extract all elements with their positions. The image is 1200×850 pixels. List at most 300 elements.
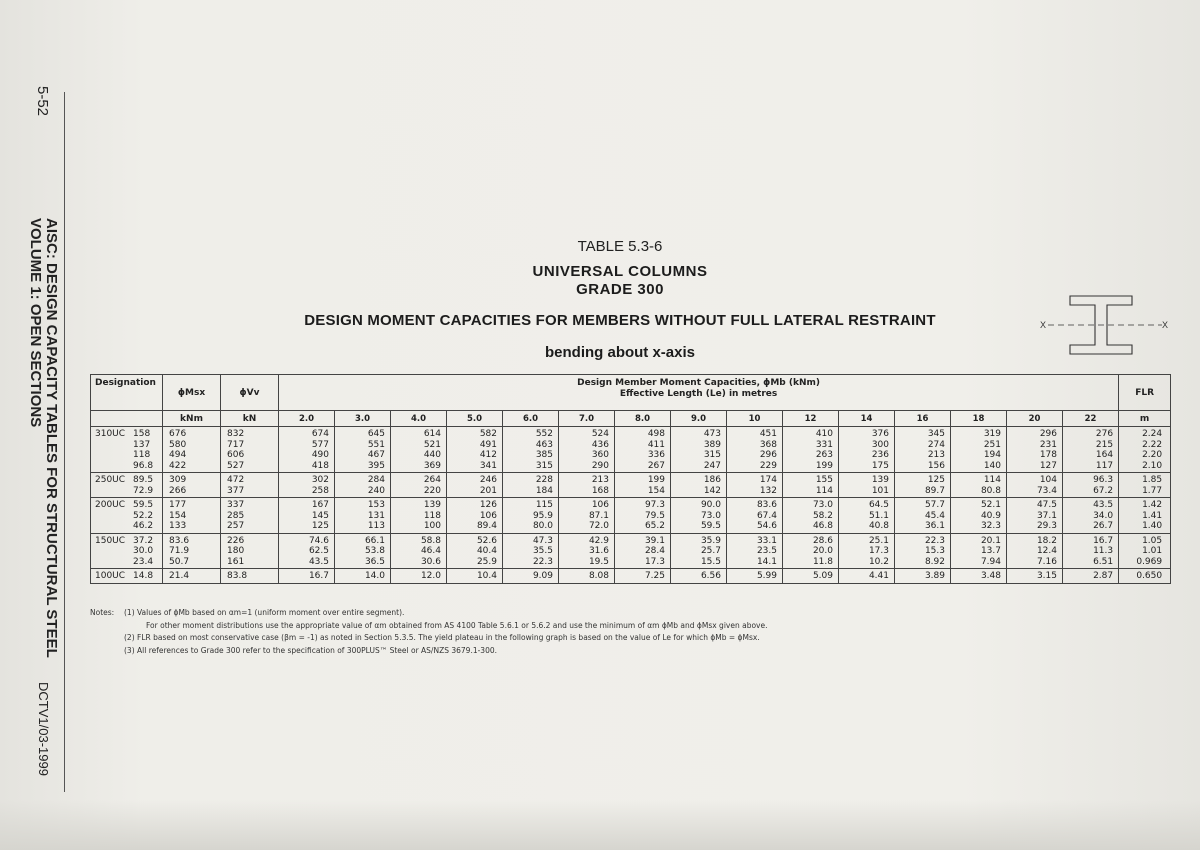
moment-capacity-9.0-value: 73.0 — [700, 510, 721, 521]
moment-capacity-16-value: 45.4 — [924, 510, 945, 521]
moment-capacity-12-cell — [783, 473, 839, 498]
moment-capacity-14-value: 64.5 — [868, 500, 889, 510]
moment-capacity-10-value: 23.5 — [756, 546, 777, 556]
moment-capacity-22-value: 26.7 — [1093, 521, 1114, 531]
moment-capacity-16-value: 22.3 — [924, 535, 945, 546]
moment-capacity-14-value: 25.1 — [868, 535, 889, 546]
moment-capacity-10-value: 14.1 — [756, 556, 777, 567]
phi-msx-cell — [163, 473, 221, 498]
moment-capacity-10-cell — [727, 569, 783, 584]
flr-value: 0.650 — [1136, 571, 1163, 581]
section-mass: 137 — [133, 439, 151, 450]
moment-capacity-16-cell — [895, 473, 951, 498]
moment-capacity-6.0-value: 184 — [535, 485, 553, 496]
moment-capacity-20-value: 29.3 — [1036, 521, 1057, 531]
moment-capacity-7.0-value: 106 — [591, 500, 609, 510]
flr-value: 2.20 — [1142, 450, 1163, 460]
moment-capacity-14-value: 10.2 — [868, 556, 889, 567]
moment-capacity-7.0-value: 31.6 — [588, 546, 609, 556]
moment-capacity-14-value: 175 — [871, 460, 889, 471]
moment-capacity-2.0-cell — [279, 498, 335, 534]
moment-capacity-18-cell — [951, 427, 1007, 473]
table-subtitle-universal-columns: UNIVERSAL COLUMNS — [532, 263, 708, 280]
unit-vv: kN — [221, 411, 279, 427]
moment-capacity-3.0-value: 551 — [367, 439, 385, 450]
moment-capacity-8.0-value: 7.25 — [644, 571, 665, 581]
moment-capacity-20-value: 104 — [1039, 475, 1057, 485]
phi-vv-value: 832 — [227, 429, 245, 439]
moment-capacity-22-value: 215 — [1095, 439, 1114, 450]
moment-capacity-22-cell — [1063, 498, 1119, 534]
moment-capacity-18-value: 32.3 — [980, 521, 1001, 531]
section-group-150uc — [91, 533, 1171, 569]
moment-capacity-20-value: 296 — [1039, 429, 1057, 439]
moment-capacity-3.0-value: 240 — [367, 485, 385, 496]
moment-capacity-8.0-value: 498 — [647, 429, 665, 439]
margin-rule — [64, 92, 65, 792]
moment-capacity-7.0-cell — [559, 569, 615, 584]
moment-capacity-5.0-cell — [447, 498, 503, 534]
moment-capacity-16-value: 89.7 — [924, 485, 945, 496]
moment-capacity-18-cell — [951, 498, 1007, 534]
moment-capacity-8.0-value: 28.4 — [644, 546, 665, 556]
moment-capacity-20-value: 127 — [1039, 460, 1057, 471]
moment-capacity-20-value: 18.2 — [1036, 535, 1057, 546]
moment-capacity-5.0-value: 491 — [479, 439, 497, 450]
phi-vv-value: 377 — [227, 485, 245, 496]
header-length-10: 10 — [727, 411, 783, 427]
moment-capacity-6.0-value: 228 — [535, 475, 553, 485]
moment-capacity-10-value: 296 — [759, 450, 777, 460]
header-moment-capacities — [279, 375, 1119, 411]
moment-capacity-22-value: 67.2 — [1093, 485, 1114, 496]
moment-capacity-22-value: 11.3 — [1093, 546, 1114, 556]
page-number: 5-52 — [34, 86, 51, 117]
moment-capacity-14-value: 376 — [871, 429, 889, 439]
moment-capacity-4.0-value: 118 — [423, 510, 441, 521]
moment-capacity-12-cell — [783, 498, 839, 534]
moment-capacity-20-cell — [1007, 533, 1063, 569]
document-code: DCTV1/03-1999 — [36, 682, 51, 776]
flr-value: 2.22 — [1142, 439, 1163, 450]
section-mass: 30.0 — [133, 546, 154, 556]
moment-capacity-14-value: 300 — [871, 439, 889, 450]
moment-capacity-14-cell — [839, 427, 895, 473]
header-phi-msx: ϕMsx — [163, 375, 221, 411]
moment-capacity-12-value: 410 — [815, 429, 833, 439]
phi-vv-value: 161 — [227, 556, 245, 567]
moment-capacity-4.0-cell — [391, 473, 447, 498]
section-mass: 158 — [133, 429, 151, 439]
moment-capacity-2.0-value: 62.5 — [308, 546, 329, 556]
moment-capacity-4.0-value: 614 — [423, 429, 441, 439]
note-1: (1) Values of ϕMb based on αm=1 (uniform moment over entire segment). — [124, 608, 405, 617]
moment-capacity-20-value: 3.15 — [1036, 571, 1057, 581]
moment-capacity-10-value: 67.4 — [756, 510, 777, 521]
header-length-3.0: 3.0 — [335, 411, 391, 427]
moment-capacity-5.0-value: 412 — [479, 450, 497, 460]
moment-capacity-18-value: 114 — [983, 475, 1001, 485]
phi-msx-cell — [163, 427, 221, 473]
phi-vv-value: 83.8 — [227, 571, 248, 581]
moment-capacity-12-value: 331 — [815, 439, 833, 450]
section-mass: 52.2 — [133, 510, 154, 521]
moment-capacity-12-value: 199 — [815, 460, 833, 471]
moment-capacity-22-value: 276 — [1095, 429, 1114, 439]
moment-capacity-8.0-cell — [615, 533, 671, 569]
moment-capacity-7.0-value: 524 — [591, 429, 609, 439]
moment-capacity-3.0-cell — [335, 569, 391, 584]
moment-capacity-5.0-value: 126 — [479, 500, 497, 510]
designation-line — [95, 557, 162, 568]
moment-capacity-18-value: 251 — [983, 439, 1001, 450]
phi-vv-cell — [221, 533, 279, 569]
phi-msx-value: 83.6 — [169, 535, 190, 546]
moment-capacity-10-value: 229 — [759, 460, 777, 471]
moment-capacity-2.0-value: 74.6 — [308, 535, 329, 546]
moment-capacity-4.0-value: 58.8 — [420, 535, 441, 546]
moment-capacity-2.0-value: 674 — [311, 429, 329, 439]
moment-capacity-8.0-value: 336 — [647, 450, 665, 460]
moment-capacity-9.0-value: 315 — [703, 450, 721, 460]
moment-capacity-3.0-value: 467 — [367, 450, 385, 460]
moment-capacity-2.0-value: 418 — [311, 460, 329, 471]
moment-capacity-14-cell — [839, 533, 895, 569]
moment-capacity-20-value: 12.4 — [1036, 546, 1057, 556]
header-length-16: 16 — [895, 411, 951, 427]
moment-capacity-5.0-value: 582 — [479, 429, 497, 439]
moment-capacity-9.0-cell — [671, 569, 727, 584]
moment-capacity-9.0-value: 25.7 — [700, 546, 721, 556]
moment-capacity-14-value: 236 — [871, 450, 889, 460]
moment-capacity-3.0-value: 66.1 — [364, 535, 385, 546]
phi-msx-value: 309 — [169, 475, 187, 485]
moment-capacity-18-value: 13.7 — [980, 546, 1001, 556]
moment-capacity-4.0-value: 220 — [423, 485, 441, 496]
moment-capacity-22-value: 2.87 — [1093, 571, 1114, 581]
moment-capacity-18-value: 319 — [983, 429, 1001, 439]
moment-capacity-2.0-cell — [279, 533, 335, 569]
moment-capacity-3.0-value: 36.5 — [364, 556, 385, 567]
moment-capacity-7.0-cell — [559, 473, 615, 498]
moment-capacity-20-value: 7.16 — [1036, 556, 1057, 567]
phi-vv-value: 337 — [227, 500, 245, 510]
moment-capacity-14-value: 101 — [871, 485, 889, 496]
moment-capacity-16-value: 274 — [927, 439, 945, 450]
moment-capacity-8.0-value: 79.5 — [644, 510, 665, 521]
moment-capacity-3.0-value: 131 — [367, 510, 385, 521]
moment-capacity-7.0-value: 87.1 — [588, 510, 609, 521]
moment-capacity-12-value: 155 — [815, 475, 833, 485]
moment-capacity-10-value: 33.1 — [756, 535, 777, 546]
designation-line — [95, 521, 162, 532]
moment-capacity-8.0-value: 39.1 — [644, 535, 665, 546]
flr-value: 1.42 — [1142, 500, 1163, 510]
moment-capacity-6.0-value: 95.9 — [532, 510, 553, 521]
moment-capacity-8.0-cell — [615, 427, 671, 473]
moment-capacity-6.0-value: 80.0 — [532, 521, 553, 531]
moment-capacity-2.0-value: 490 — [311, 450, 329, 460]
designation-line — [95, 429, 162, 440]
moment-capacity-16-cell — [895, 498, 951, 534]
moment-capacity-16-value: 57.7 — [924, 500, 945, 510]
moment-capacity-9.0-value: 90.0 — [700, 500, 721, 510]
moment-capacity-10-cell — [727, 427, 783, 473]
header-length-22: 22 — [1063, 411, 1119, 427]
moment-capacity-6.0-value: 47.3 — [532, 535, 553, 546]
moment-capacity-9.0-value: 389 — [703, 439, 721, 450]
moment-capacity-4.0-value: 440 — [423, 450, 441, 460]
designation-line — [95, 475, 162, 486]
phi-vv-value: 527 — [227, 460, 245, 471]
running-title-line2: VOLUME 1: OPEN SECTIONS — [27, 218, 44, 428]
moment-capacity-3.0-value: 53.8 — [364, 546, 385, 556]
moment-capacity-3.0-cell — [335, 473, 391, 498]
moment-capacity-7.0-value: 213 — [591, 475, 609, 485]
moment-capacity-14-value: 51.1 — [868, 510, 889, 521]
header-length-18: 18 — [951, 411, 1007, 427]
moment-capacity-18-value: 194 — [983, 450, 1001, 460]
moment-capacity-7.0-cell — [559, 498, 615, 534]
moment-capacity-9.0-value: 6.56 — [700, 571, 721, 581]
moment-capacity-7.0-value: 436 — [591, 439, 609, 450]
designation-line — [95, 571, 162, 582]
moment-capacity-4.0-value: 12.0 — [420, 571, 441, 581]
moment-capacity-3.0-value: 153 — [367, 500, 385, 510]
phi-vv-value: 180 — [227, 546, 245, 556]
moment-capacity-7.0-value: 19.5 — [588, 556, 609, 567]
x-axis-label-right: X — [1162, 320, 1169, 330]
moment-capacity-22-value: 43.5 — [1093, 500, 1114, 510]
header-designation: Designation — [91, 375, 163, 411]
page-bottom-shadow — [0, 800, 1200, 850]
moment-capacity-3.0-value: 113 — [367, 521, 385, 531]
moment-capacity-6.0-value: 552 — [535, 429, 553, 439]
moment-capacity-18-value: 140 — [983, 460, 1001, 471]
moment-capacity-10-value: 451 — [759, 429, 777, 439]
bending-axis-title: bending about x-axis — [544, 344, 695, 361]
moment-capacity-4.0-value: 369 — [423, 460, 441, 471]
moment-capacity-9.0-value: 59.5 — [700, 521, 721, 531]
moment-capacity-14-cell — [839, 569, 895, 584]
moment-capacity-5.0-value: 40.4 — [476, 546, 497, 556]
moment-capacity-18-value: 80.8 — [980, 485, 1001, 496]
moment-capacity-14-value: 139 — [871, 475, 889, 485]
moment-capacity-2.0-value: 16.7 — [308, 571, 329, 581]
designation-line — [95, 486, 162, 497]
designation-cell — [91, 473, 163, 498]
moment-capacity-5.0-value: 201 — [479, 485, 497, 496]
moment-capacity-22-value: 34.0 — [1093, 510, 1114, 521]
moment-capacity-10-value: 368 — [759, 439, 777, 450]
table-label: TABLE 5.3-6 — [577, 238, 663, 255]
section-name: 150UC — [95, 535, 126, 546]
designation-line — [95, 440, 162, 451]
moment-capacity-6.0-value: 385 — [535, 450, 553, 460]
moment-capacity-3.0-cell — [335, 498, 391, 534]
flr-value: 0.969 — [1136, 556, 1163, 567]
moment-capacity-22-cell — [1063, 533, 1119, 569]
moment-capacity-20-cell — [1007, 498, 1063, 534]
moment-capacity-12-value: 20.0 — [812, 546, 833, 556]
x-axis-label-left: X — [1040, 320, 1047, 330]
moment-capacity-9.0-cell — [671, 427, 727, 473]
moment-capacity-14-cell — [839, 498, 895, 534]
moment-capacity-16-value: 15.3 — [924, 546, 945, 556]
flr-cell — [1119, 427, 1171, 473]
moment-capacity-6.0-value: 315 — [535, 460, 553, 471]
designation-cell — [91, 569, 163, 584]
running-title-line1: AISC: DESIGN CAPACITY TABLES FOR STRUCTURAL STEEL — [43, 218, 60, 658]
header-phi-vv: ϕVv — [221, 375, 279, 411]
phi-msx-value: 676 — [169, 429, 187, 439]
section-name: 310UC — [95, 429, 126, 439]
designation-line — [95, 450, 162, 461]
moment-capacity-4.0-value: 100 — [423, 521, 441, 531]
moment-capacity-2.0-value: 125 — [311, 521, 329, 531]
note-2: (2) FLR based on most conservative case (βm = -1) as noted in Section 5.3.5. The yield plateau in the following graph is based on the value of Le for which ϕMb = ϕMsx. — [124, 633, 760, 642]
moment-capacity-9.0-value: 247 — [703, 460, 721, 471]
designation-line — [95, 536, 162, 547]
moment-capacity-20-cell — [1007, 569, 1063, 584]
i-section-diagram — [1040, 292, 1170, 358]
moment-capacity-16-value: 345 — [927, 429, 945, 439]
moment-capacity-8.0-value: 65.2 — [644, 521, 665, 531]
moment-capacity-2.0-cell — [279, 427, 335, 473]
moment-capacity-18-value: 3.48 — [980, 571, 1001, 581]
moment-capacity-10-value: 5.99 — [756, 571, 777, 581]
phi-msx-value: 71.9 — [169, 546, 190, 556]
moment-capacity-3.0-cell — [335, 427, 391, 473]
moment-capacity-2.0-value: 302 — [311, 475, 329, 485]
moment-capacity-10-value: 83.6 — [756, 500, 777, 510]
moment-capacity-22-cell — [1063, 427, 1119, 473]
header-length-14: 14 — [839, 411, 895, 427]
header-length-7.0: 7.0 — [559, 411, 615, 427]
header-flr: FLR — [1119, 375, 1171, 411]
header-length-4.0: 4.0 — [391, 411, 447, 427]
moment-capacity-8.0-cell — [615, 473, 671, 498]
phi-vv-value: 285 — [227, 510, 245, 521]
moment-capacity-14-value: 17.3 — [868, 546, 889, 556]
moment-capacity-14-value: 4.41 — [868, 571, 889, 581]
note-1-continued: For other moment distributions use the appropriate value of αm obtained from AS 4100 Table 5.6.1 or 5.6.2 and use the minimum of αm ϕMb and ϕMsx given above. — [146, 620, 768, 630]
designation-line — [95, 461, 162, 472]
moment-capacity-2.0-cell — [279, 473, 335, 498]
moment-capacity-4.0-cell — [391, 427, 447, 473]
moment-capacity-6.0-value: 115 — [535, 500, 553, 510]
notes-label: Notes: — [90, 608, 115, 617]
moment-capacity-2.0-value: 258 — [311, 485, 329, 496]
moment-capacity-10-cell — [727, 498, 783, 534]
moment-capacity-6.0-value: 463 — [535, 439, 553, 450]
designation-cell — [91, 498, 163, 534]
moment-capacity-14-cell — [839, 473, 895, 498]
moment-capacity-12-cell — [783, 427, 839, 473]
moment-capacity-9.0-value: 15.5 — [700, 556, 721, 567]
moment-capacity-2.0-value: 43.5 — [308, 556, 329, 567]
header-length-20: 20 — [1007, 411, 1063, 427]
moment-capacity-5.0-value: 52.6 — [476, 535, 497, 546]
moment-capacity-20-value: 47.5 — [1036, 500, 1057, 510]
moment-capacity-18-cell — [951, 533, 1007, 569]
note-3: (3) All references to Grade 300 refer to the specification of 300PLUS™ Steel or AS/NZS 3679.1-300. — [124, 645, 498, 655]
moment-capacity-9.0-value: 35.9 — [700, 535, 721, 546]
capacity-table-body — [91, 427, 1171, 584]
moment-capacity-5.0-value: 25.9 — [476, 556, 497, 567]
section-name: 200UC — [95, 500, 126, 510]
moment-capacity-22-value: 16.7 — [1093, 535, 1114, 546]
moment-capacity-22-value: 6.51 — [1093, 556, 1114, 567]
phi-vv-value: 717 — [227, 439, 245, 450]
moment-capacity-7.0-value: 360 — [591, 450, 609, 460]
moment-capacity-10-value: 132 — [759, 485, 777, 496]
moment-capacity-5.0-cell — [447, 569, 503, 584]
header-length-5.0: 5.0 — [447, 411, 503, 427]
moment-capacity-2.0-value: 145 — [311, 510, 329, 521]
phi-msx-value: 133 — [169, 521, 187, 531]
moment-capacity-18-value: 20.1 — [980, 535, 1001, 546]
moment-capacity-12-value: 73.0 — [812, 500, 833, 510]
moment-capacity-9.0-value: 142 — [703, 485, 721, 496]
moment-capacity-5.0-cell — [447, 473, 503, 498]
moment-capacity-10-value: 54.6 — [756, 521, 777, 531]
header-length-8.0: 8.0 — [615, 411, 671, 427]
moment-capacity-18-value: 7.94 — [980, 556, 1001, 567]
phi-msx-cell — [163, 498, 221, 534]
designation-line — [95, 500, 162, 511]
moment-capacity-20-cell — [1007, 427, 1063, 473]
phi-msx-cell — [163, 569, 221, 584]
designation-cell — [91, 533, 163, 569]
moment-capacity-5.0-value: 246 — [479, 475, 497, 485]
moment-capacity-14-value: 40.8 — [868, 521, 889, 531]
unit-msx: kNm — [163, 411, 221, 427]
moment-capacity-4.0-value: 139 — [423, 500, 441, 510]
moment-capacity-20-value: 178 — [1039, 450, 1057, 460]
section-mass: 72.9 — [133, 485, 154, 496]
moment-capacity-22-cell — [1063, 569, 1119, 584]
moment-capacity-5.0-cell — [447, 533, 503, 569]
table-main-title: DESIGN MOMENT CAPACITIES FOR MEMBERS WITHOUT FULL LATERAL RESTRAINT — [304, 312, 936, 329]
moment-capacity-9.0-cell — [671, 498, 727, 534]
section-name: 250UC — [95, 475, 126, 485]
section-group-100uc — [91, 569, 1171, 584]
flr-value: 1.01 — [1142, 546, 1163, 556]
moment-capacity-4.0-value: 264 — [423, 475, 441, 485]
moment-capacity-3.0-cell — [335, 533, 391, 569]
moment-capacity-7.0-value: 8.08 — [588, 571, 609, 581]
moment-capacity-6.0-cell — [503, 569, 559, 584]
moment-capacity-3.0-value: 284 — [367, 475, 385, 485]
phi-vv-cell — [221, 427, 279, 473]
moment-capacity-4.0-cell — [391, 498, 447, 534]
moment-capacity-10-cell — [727, 533, 783, 569]
table-subtitle-grade: GRADE 300 — [576, 281, 664, 298]
section-group-200uc — [91, 498, 1171, 534]
moment-capacity-7.0-cell — [559, 427, 615, 473]
moment-capacity-16-cell — [895, 427, 951, 473]
moment-capacity-4.0-value: 521 — [423, 439, 441, 450]
moment-capacity-16-value: 213 — [927, 450, 945, 460]
moment-capacity-4.0-cell — [391, 533, 447, 569]
phi-msx-value: 266 — [169, 485, 187, 496]
section-mass: 96.8 — [133, 460, 154, 471]
moment-capacity-12-cell — [783, 533, 839, 569]
moment-capacity-20-value: 73.4 — [1036, 485, 1057, 496]
moment-capacity-12-cell — [783, 569, 839, 584]
flr-cell — [1119, 569, 1171, 584]
